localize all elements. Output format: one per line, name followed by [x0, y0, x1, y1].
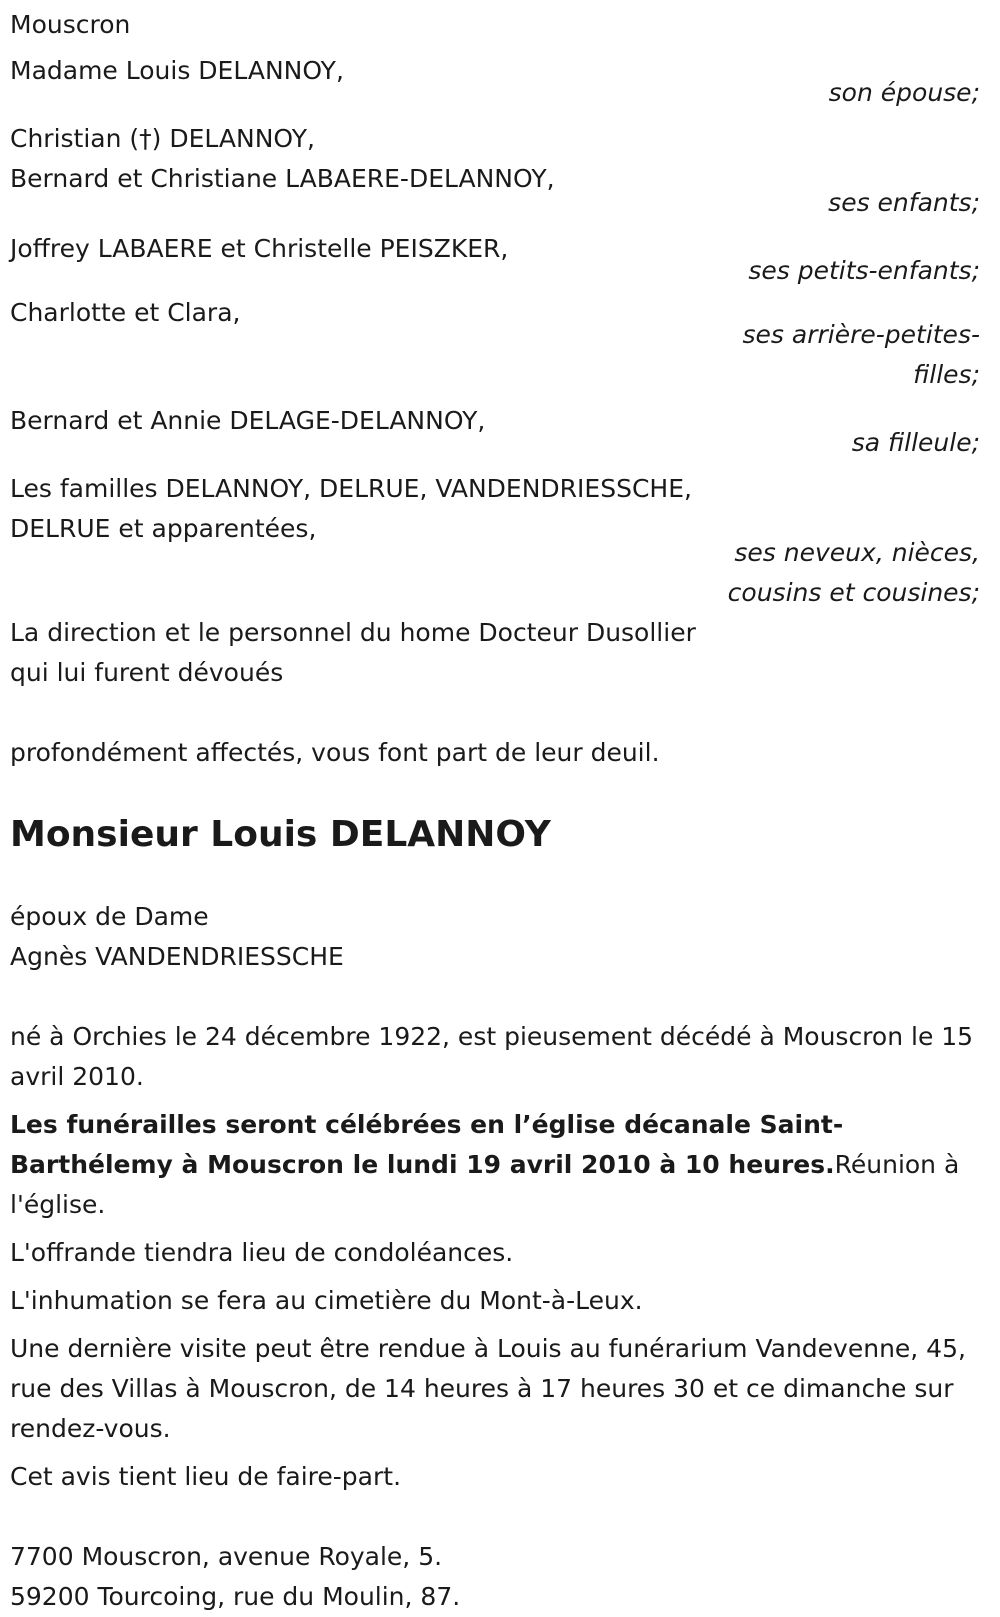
- funeral-rest-text: Réunion à l'église.: [10, 1150, 960, 1219]
- family-group-grandchildren: [10, 229, 980, 291]
- family-name-line: Madame Louis DELANNOY,: [10, 56, 344, 85]
- family-group-relatives: [10, 469, 980, 613]
- spouse-line: Agnès VANDENDRIESSCHE: [10, 942, 344, 971]
- address-line: 7700 Mouscron, avenue Royale, 5.: [10, 1542, 443, 1571]
- family-relation: ses enfants;: [828, 188, 980, 217]
- family-group-spouse: [10, 51, 980, 113]
- family-group-goddaughter: [10, 401, 980, 463]
- deceased-name: Monsieur Louis DELANNOY: [10, 814, 551, 855]
- burial-text: L'inhumation se fera au cimetière du Mont-à-Leux.: [10, 1286, 643, 1315]
- notice-text: Cet avis tient lieu de faire-part.: [10, 1462, 402, 1491]
- spouse-line: époux de Dame: [10, 902, 209, 931]
- family-group-children: [10, 119, 980, 223]
- family-relation: cousins et cousines;: [727, 578, 980, 607]
- staff-line: La direction et le personnel du home Docteur Dusollier: [10, 618, 696, 647]
- family-relation: sa filleule;: [851, 428, 980, 457]
- family-name-line: Joffrey LABAERE et Christelle PEISZKER,: [10, 234, 509, 263]
- family-name-line: Les familles DELANNOY, DELRUE, VANDENDRIESSCHE,: [10, 474, 692, 503]
- family-name-line: Charlotte et Clara,: [10, 298, 241, 327]
- family-name-line: Bernard et Annie DELAGE-DELANNOY,: [10, 406, 486, 435]
- family-relation: ses neveux, nièces,: [734, 538, 980, 567]
- funeral-paragraph: [10, 1105, 980, 1225]
- staff-group: [10, 613, 980, 693]
- family-group-great-grandchildren: [10, 293, 980, 395]
- offering-text: L'offrande tiendra lieu de condoléances.: [10, 1238, 514, 1267]
- family-name-line: DELRUE et apparentées,: [10, 514, 317, 543]
- family-relation: ses petits-enfants;: [748, 256, 980, 285]
- family-relation: filles;: [913, 360, 980, 389]
- visit-text: Une dernière visite peut être rendue à Louis au funérarium Vandevenne, 45, rue des Villas à Mouscron, de 14 heures à 17 heures 30 et ce dimanche sur rendez-vous.: [10, 1334, 966, 1443]
- family-name-line: Bernard et Christiane LABAERE-DELANNOY,: [10, 164, 555, 193]
- family-relation: ses arrière-petites-: [742, 320, 980, 349]
- city-header: Mouscron: [10, 10, 131, 39]
- funeral-bold-text: Les funérailles seront célébrées en l’église décanale Saint-Barthélemy à Mouscron le lundi 19 avril 2010 à 10 heures.: [10, 1110, 844, 1179]
- announcement-text: profondément affectés, vous font part de leur deuil.: [10, 738, 660, 767]
- birth-death-text: né à Orchies le 24 décembre 1922, est pieusement décédé à Mouscron le 15 avril 2010.: [10, 1022, 974, 1091]
- staff-line: qui lui furent dévoués: [10, 658, 284, 687]
- family-relation: son épouse;: [828, 78, 980, 107]
- family-name-line: Christian (†) DELANNOY,: [10, 124, 315, 153]
- address-line: 59200 Tourcoing, rue du Moulin, 87.: [10, 1582, 461, 1611]
